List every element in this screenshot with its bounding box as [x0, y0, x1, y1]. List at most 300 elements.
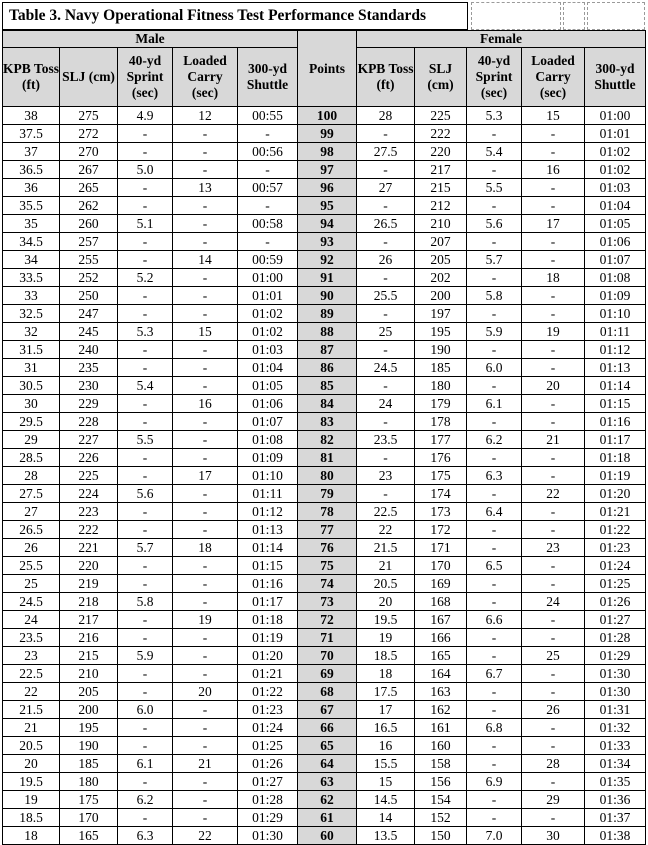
female-value-cell: 24: [522, 593, 585, 611]
female-value-cell: 24.5: [357, 359, 415, 377]
male-value-cell: 5.3: [118, 323, 173, 341]
points-cell: 65: [298, 737, 357, 755]
points-cell: 91: [298, 269, 357, 287]
table-row: [3, 629, 646, 647]
points-cell: 74: [298, 575, 357, 593]
male-value-cell: 01:08: [238, 431, 298, 449]
male-value-cell: 217: [60, 611, 118, 629]
points-cell: 70: [298, 647, 357, 665]
male-value-cell: 227: [60, 431, 118, 449]
female-value-cell: 158: [415, 755, 467, 773]
male-value-cell: 18: [173, 539, 238, 557]
female-value-cell: 22: [522, 485, 585, 503]
female-value-cell: 22.5: [357, 503, 415, 521]
female-value-cell: -: [522, 359, 585, 377]
points-cell: 94: [298, 215, 357, 233]
male-value-cell: 25: [3, 575, 60, 593]
female-value-cell: -: [467, 413, 522, 431]
female-value-cell: 160: [415, 737, 467, 755]
column-header: 300-yd Shuttle: [238, 48, 298, 107]
male-value-cell: 26.5: [3, 521, 60, 539]
male-value-cell: 5.2: [118, 269, 173, 287]
female-value-cell: -: [467, 683, 522, 701]
male-value-cell: 01:00: [238, 269, 298, 287]
female-value-cell: -: [522, 665, 585, 683]
table-row: [3, 251, 646, 269]
points-cell: 100: [298, 107, 357, 125]
points-cell: 64: [298, 755, 357, 773]
female-value-cell: 01:08: [585, 269, 646, 287]
female-value-cell: -: [467, 755, 522, 773]
male-value-cell: 24: [3, 611, 60, 629]
male-value-cell: 5.7: [118, 539, 173, 557]
points-cell: 87: [298, 341, 357, 359]
male-value-cell: -: [118, 557, 173, 575]
points-cell: 81: [298, 449, 357, 467]
male-value-cell: 247: [60, 305, 118, 323]
male-value-cell: -: [173, 773, 238, 791]
table-row: [3, 305, 646, 323]
points-cell: 83: [298, 413, 357, 431]
female-value-cell: 178: [415, 413, 467, 431]
male-value-cell: 35: [3, 215, 60, 233]
female-value-cell: 195: [415, 323, 467, 341]
female-value-cell: -: [522, 413, 585, 431]
male-value-cell: 195: [60, 719, 118, 737]
female-value-cell: -: [467, 305, 522, 323]
male-value-cell: 00:57: [238, 179, 298, 197]
female-value-cell: -: [357, 125, 415, 143]
table-row: [3, 521, 646, 539]
female-value-cell: -: [467, 701, 522, 719]
female-value-cell: 207: [415, 233, 467, 251]
points-cell: 84: [298, 395, 357, 413]
female-value-cell: 205: [415, 251, 467, 269]
female-value-cell: -: [522, 773, 585, 791]
column-header: 40-yd Sprint (sec): [118, 48, 173, 107]
male-value-cell: 01:21: [238, 665, 298, 683]
male-value-cell: -: [118, 575, 173, 593]
male-value-cell: 01:26: [238, 755, 298, 773]
female-value-cell: 19: [357, 629, 415, 647]
table-row: [3, 611, 646, 629]
male-value-cell: 27.5: [3, 485, 60, 503]
female-value-cell: -: [467, 377, 522, 395]
table-row: [3, 791, 646, 809]
points-cell: 98: [298, 143, 357, 161]
female-value-cell: -: [522, 305, 585, 323]
female-value-cell: 01:20: [585, 485, 646, 503]
female-value-cell: 197: [415, 305, 467, 323]
male-value-cell: 33: [3, 287, 60, 305]
male-value-cell: -: [118, 449, 173, 467]
male-value-cell: -: [118, 719, 173, 737]
male-value-cell: -: [173, 737, 238, 755]
female-value-cell: -: [357, 161, 415, 179]
female-value-cell: 28: [357, 107, 415, 125]
female-value-cell: 01:32: [585, 719, 646, 737]
female-value-cell: 6.7: [467, 665, 522, 683]
male-value-cell: 00:58: [238, 215, 298, 233]
male-value-cell: 01:07: [238, 413, 298, 431]
male-value-cell: 270: [60, 143, 118, 161]
female-value-cell: 175: [415, 467, 467, 485]
male-value-cell: -: [118, 467, 173, 485]
points-cell: 82: [298, 431, 357, 449]
points-cell: 95: [298, 197, 357, 215]
empty-cell: [587, 2, 645, 30]
male-value-cell: 01:09: [238, 449, 298, 467]
male-value-cell: 245: [60, 323, 118, 341]
female-value-cell: 19.5: [357, 611, 415, 629]
female-value-cell: 222: [415, 125, 467, 143]
title-row: [2, 2, 645, 30]
female-value-cell: 6.2: [467, 431, 522, 449]
female-value-cell: 152: [415, 809, 467, 827]
male-value-cell: 01:12: [238, 503, 298, 521]
male-value-cell: -: [118, 413, 173, 431]
male-value-cell: -: [173, 215, 238, 233]
female-value-cell: -: [467, 647, 522, 665]
male-value-cell: 260: [60, 215, 118, 233]
female-value-cell: -: [467, 521, 522, 539]
female-value-cell: -: [467, 629, 522, 647]
male-value-cell: -: [238, 233, 298, 251]
table-row: [3, 161, 646, 179]
female-value-cell: 23.5: [357, 431, 415, 449]
female-value-cell: 24: [357, 395, 415, 413]
female-value-cell: -: [467, 449, 522, 467]
male-value-cell: 180: [60, 773, 118, 791]
female-value-cell: -: [522, 467, 585, 485]
male-value-cell: 19: [173, 611, 238, 629]
table-row: [3, 197, 646, 215]
male-value-cell: -: [173, 449, 238, 467]
male-value-cell: 01:18: [238, 611, 298, 629]
male-value-cell: 21: [3, 719, 60, 737]
female-value-cell: -: [467, 125, 522, 143]
female-value-cell: 01:25: [585, 575, 646, 593]
female-value-cell: 01:01: [585, 125, 646, 143]
female-value-cell: 01:27: [585, 611, 646, 629]
points-cell: 76: [298, 539, 357, 557]
male-value-cell: 30: [3, 395, 60, 413]
male-value-cell: -: [173, 503, 238, 521]
points-header: Points: [298, 31, 357, 107]
female-value-cell: 6.1: [467, 395, 522, 413]
female-value-cell: 154: [415, 791, 467, 809]
female-value-cell: 20.5: [357, 575, 415, 593]
female-value-cell: 01:02: [585, 161, 646, 179]
table-row: [3, 269, 646, 287]
male-value-cell: 210: [60, 665, 118, 683]
female-value-cell: 163: [415, 683, 467, 701]
male-value-cell: 37: [3, 143, 60, 161]
female-value-cell: 20: [357, 593, 415, 611]
female-value-cell: 177: [415, 431, 467, 449]
male-value-cell: -: [173, 575, 238, 593]
table-row: [3, 575, 646, 593]
table-row: [3, 125, 646, 143]
male-value-cell: 12: [173, 107, 238, 125]
points-cell: 92: [298, 251, 357, 269]
male-value-cell: 01:29: [238, 809, 298, 827]
male-value-cell: 27: [3, 503, 60, 521]
female-value-cell: 161: [415, 719, 467, 737]
table-row: [3, 107, 646, 125]
male-value-cell: 5.1: [118, 215, 173, 233]
male-value-cell: -: [173, 377, 238, 395]
male-value-cell: 21.5: [3, 701, 60, 719]
female-value-cell: 167: [415, 611, 467, 629]
points-cell: 85: [298, 377, 357, 395]
table-row: [3, 179, 646, 197]
male-value-cell: 23: [3, 647, 60, 665]
male-value-cell: 21: [173, 755, 238, 773]
male-value-cell: 01:11: [238, 485, 298, 503]
female-value-cell: 01:12: [585, 341, 646, 359]
female-value-cell: -: [357, 449, 415, 467]
male-value-cell: 221: [60, 539, 118, 557]
table-row: [3, 773, 646, 791]
male-value-cell: 29: [3, 431, 60, 449]
male-value-cell: 262: [60, 197, 118, 215]
male-value-cell: 23.5: [3, 629, 60, 647]
male-value-cell: -: [118, 395, 173, 413]
female-value-cell: 26.5: [357, 215, 415, 233]
male-value-cell: 25.5: [3, 557, 60, 575]
male-value-cell: 00:56: [238, 143, 298, 161]
table-row: [3, 395, 646, 413]
female-value-cell: 164: [415, 665, 467, 683]
female-value-cell: 5.3: [467, 107, 522, 125]
male-value-cell: 226: [60, 449, 118, 467]
table-row: [3, 233, 646, 251]
female-value-cell: 6.8: [467, 719, 522, 737]
female-value-cell: -: [522, 737, 585, 755]
male-value-cell: -: [118, 287, 173, 305]
female-value-cell: 174: [415, 485, 467, 503]
male-value-cell: 01:23: [238, 701, 298, 719]
male-value-cell: 215: [60, 647, 118, 665]
male-value-cell: 5.5: [118, 431, 173, 449]
male-value-cell: 33.5: [3, 269, 60, 287]
column-header: Loaded Carry (sec): [522, 48, 585, 107]
male-value-cell: 01:04: [238, 359, 298, 377]
female-value-cell: -: [522, 611, 585, 629]
male-value-cell: 29.5: [3, 413, 60, 431]
male-value-cell: 01:28: [238, 791, 298, 809]
female-value-cell: 168: [415, 593, 467, 611]
male-value-cell: -: [173, 809, 238, 827]
female-value-cell: -: [467, 485, 522, 503]
female-value-cell: -: [357, 377, 415, 395]
female-value-cell: 21: [357, 557, 415, 575]
female-value-cell: 01:30: [585, 683, 646, 701]
male-value-cell: 17: [173, 467, 238, 485]
male-value-cell: 265: [60, 179, 118, 197]
table-row: [3, 449, 646, 467]
male-value-cell: 219: [60, 575, 118, 593]
female-value-cell: -: [522, 251, 585, 269]
points-cell: 68: [298, 683, 357, 701]
male-value-cell: -: [118, 233, 173, 251]
female-value-cell: 25: [357, 323, 415, 341]
male-value-cell: 6.0: [118, 701, 173, 719]
female-value-cell: 200: [415, 287, 467, 305]
female-value-cell: -: [522, 449, 585, 467]
male-value-cell: -: [173, 287, 238, 305]
female-value-cell: -: [467, 539, 522, 557]
column-header: SLJ (cm): [415, 48, 467, 107]
male-value-cell: 19.5: [3, 773, 60, 791]
empty-cell: [471, 2, 561, 30]
male-value-cell: -: [118, 737, 173, 755]
female-value-cell: 15: [522, 107, 585, 125]
female-value-cell: 171: [415, 539, 467, 557]
male-value-cell: -: [173, 413, 238, 431]
female-value-cell: 01:26: [585, 593, 646, 611]
male-value-cell: 257: [60, 233, 118, 251]
male-value-cell: 01:15: [238, 557, 298, 575]
male-value-cell: 218: [60, 593, 118, 611]
female-value-cell: 176: [415, 449, 467, 467]
female-value-cell: 5.8: [467, 287, 522, 305]
points-cell: 96: [298, 179, 357, 197]
male-value-cell: 5.8: [118, 593, 173, 611]
female-value-cell: 162: [415, 701, 467, 719]
male-value-cell: 34.5: [3, 233, 60, 251]
female-value-cell: 6.0: [467, 359, 522, 377]
table-row: [3, 341, 646, 359]
male-value-cell: -: [173, 161, 238, 179]
points-cell: 89: [298, 305, 357, 323]
male-value-cell: 223: [60, 503, 118, 521]
male-value-cell: -: [173, 431, 238, 449]
female-value-cell: -: [467, 233, 522, 251]
female-value-cell: 16.5: [357, 719, 415, 737]
male-value-cell: 37.5: [3, 125, 60, 143]
female-value-cell: 5.4: [467, 143, 522, 161]
female-value-cell: 18: [357, 665, 415, 683]
female-value-cell: -: [357, 269, 415, 287]
female-value-cell: 01:11: [585, 323, 646, 341]
female-value-cell: 01:24: [585, 557, 646, 575]
table-row: [3, 701, 646, 719]
male-value-cell: -: [118, 665, 173, 683]
points-cell: 72: [298, 611, 357, 629]
male-value-cell: 267: [60, 161, 118, 179]
points-cell: 66: [298, 719, 357, 737]
table-row: [3, 809, 646, 827]
male-value-cell: 34: [3, 251, 60, 269]
male-value-cell: -: [173, 359, 238, 377]
female-value-cell: -: [522, 125, 585, 143]
female-value-cell: 22: [357, 521, 415, 539]
points-cell: 93: [298, 233, 357, 251]
male-value-cell: 20: [173, 683, 238, 701]
table-row: [3, 503, 646, 521]
female-value-cell: -: [522, 809, 585, 827]
points-cell: 61: [298, 809, 357, 827]
female-value-cell: 01:23: [585, 539, 646, 557]
male-value-cell: 00:59: [238, 251, 298, 269]
female-value-cell: -: [522, 521, 585, 539]
male-value-cell: 200: [60, 701, 118, 719]
female-value-cell: 16: [522, 161, 585, 179]
female-value-cell: 165: [415, 647, 467, 665]
female-value-cell: -: [467, 593, 522, 611]
female-value-cell: -: [522, 179, 585, 197]
points-cell: 88: [298, 323, 357, 341]
female-value-cell: -: [522, 287, 585, 305]
points-cell: 86: [298, 359, 357, 377]
points-cell: 67: [298, 701, 357, 719]
table-row: [3, 215, 646, 233]
male-value-cell: -: [173, 233, 238, 251]
female-value-cell: 14: [357, 809, 415, 827]
points-cell: 80: [298, 467, 357, 485]
female-value-cell: 210: [415, 215, 467, 233]
male-value-cell: 31.5: [3, 341, 60, 359]
female-value-cell: 18.5: [357, 647, 415, 665]
table-row: [3, 557, 646, 575]
male-value-cell: -: [173, 143, 238, 161]
male-value-cell: 230: [60, 377, 118, 395]
table-row: [3, 143, 646, 161]
female-value-cell: 169: [415, 575, 467, 593]
female-value-cell: -: [467, 341, 522, 359]
female-value-cell: 01:10: [585, 305, 646, 323]
table-row: [3, 647, 646, 665]
male-value-cell: -: [118, 197, 173, 215]
female-value-cell: 28: [522, 755, 585, 773]
male-value-cell: -: [173, 791, 238, 809]
points-cell: 77: [298, 521, 357, 539]
table-row: [3, 719, 646, 737]
points-cell: 79: [298, 485, 357, 503]
female-value-cell: 01:28: [585, 629, 646, 647]
male-value-cell: -: [238, 161, 298, 179]
male-value-cell: 26: [3, 539, 60, 557]
male-value-cell: 01:05: [238, 377, 298, 395]
female-value-cell: -: [522, 341, 585, 359]
female-value-cell: 6.6: [467, 611, 522, 629]
points-cell: 90: [298, 287, 357, 305]
male-value-cell: 255: [60, 251, 118, 269]
points-cell: 69: [298, 665, 357, 683]
female-value-cell: 17.5: [357, 683, 415, 701]
table-row: [3, 665, 646, 683]
male-value-cell: -: [173, 557, 238, 575]
male-value-cell: -: [118, 629, 173, 647]
female-value-cell: 01:38: [585, 827, 646, 845]
male-value-cell: -: [238, 125, 298, 143]
male-value-cell: -: [118, 521, 173, 539]
male-value-cell: 6.3: [118, 827, 173, 845]
female-value-cell: 5.7: [467, 251, 522, 269]
male-value-cell: 01:25: [238, 737, 298, 755]
male-value-cell: 32.5: [3, 305, 60, 323]
female-value-cell: 17: [357, 701, 415, 719]
male-value-cell: 5.9: [118, 647, 173, 665]
female-value-cell: 01:30: [585, 665, 646, 683]
female-value-cell: 215: [415, 179, 467, 197]
column-header: Loaded Carry (sec): [173, 48, 238, 107]
female-value-cell: 23: [522, 539, 585, 557]
table-row: [3, 755, 646, 773]
male-value-cell: 228: [60, 413, 118, 431]
